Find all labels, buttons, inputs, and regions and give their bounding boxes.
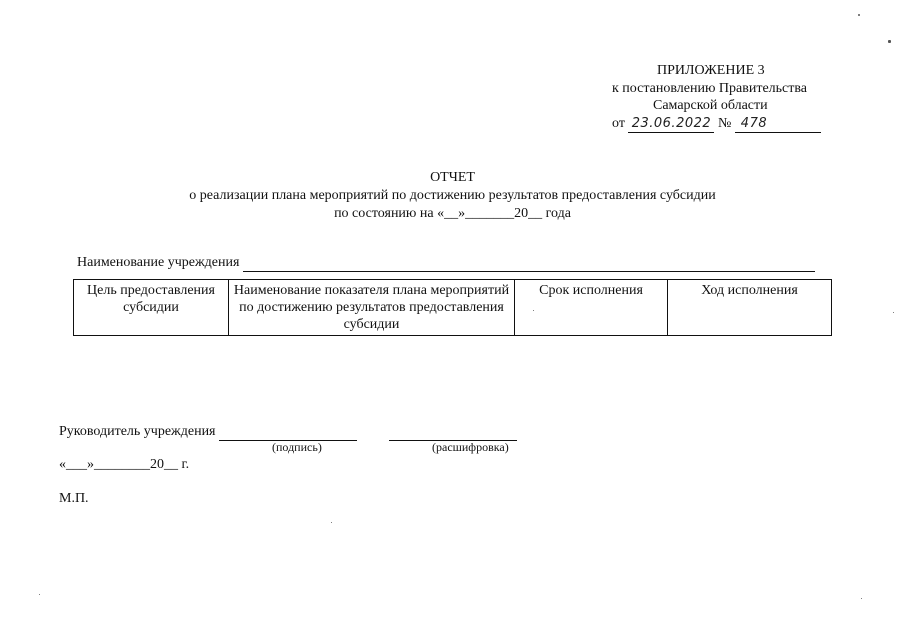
scan-speck — [533, 310, 534, 311]
signature-date: «___»________20__ г. — [59, 457, 190, 472]
appendix-date-row — [612, 116, 821, 133]
appendix-line2: Самарской области — [653, 98, 768, 113]
head-label: Руководитель учреждения — [59, 424, 216, 439]
scan-speck — [858, 14, 860, 16]
appendix-title: ПРИЛОЖЕНИЕ 3 — [657, 63, 765, 78]
number-field — [735, 116, 821, 133]
date-prefix: от — [612, 116, 625, 131]
institution-name-field[interactable] — [243, 255, 815, 272]
institution-row — [77, 255, 815, 272]
scan-speck — [39, 594, 40, 595]
institution-label: Наименование учреждения — [77, 255, 240, 270]
report-subtitle: о реализации плана мероприятий по достижению результатов предоставления субсидии — [189, 188, 716, 203]
date-field — [628, 116, 714, 133]
number-prefix: № — [717, 116, 732, 131]
head-signature-row — [59, 424, 517, 441]
stamp-place: М.П. — [59, 491, 89, 506]
header-progress: Ход исполнения — [668, 280, 832, 336]
scan-speck — [331, 522, 332, 523]
table-header-row — [74, 280, 832, 336]
appendix-line1: к постановлению Правительства — [612, 81, 808, 96]
report-table — [73, 279, 832, 336]
signature-field[interactable] — [219, 424, 357, 441]
decoding-caption: (расшифровка) — [432, 440, 509, 454]
report-title: ОТЧЕТ — [430, 170, 475, 185]
report-as-of: по состоянию на «__»_______20__ года — [334, 206, 571, 221]
decoding-field[interactable] — [389, 424, 517, 441]
header-deadline: Срок исполнения — [515, 280, 668, 336]
header-indicator-name: Наименование показателя плана мероприятий по достижению результатов предоставления субсидии — [229, 280, 515, 336]
signature-caption: (подпись) — [272, 440, 322, 454]
handwritten-number: 478 — [740, 116, 768, 131]
scan-speck — [861, 598, 862, 599]
handwritten-date: 23.06.2022 — [631, 116, 712, 131]
scan-speck — [893, 312, 894, 313]
header-subsidy-goal: Цель предоставления субсидии — [74, 280, 229, 336]
scan-speck — [888, 40, 891, 43]
